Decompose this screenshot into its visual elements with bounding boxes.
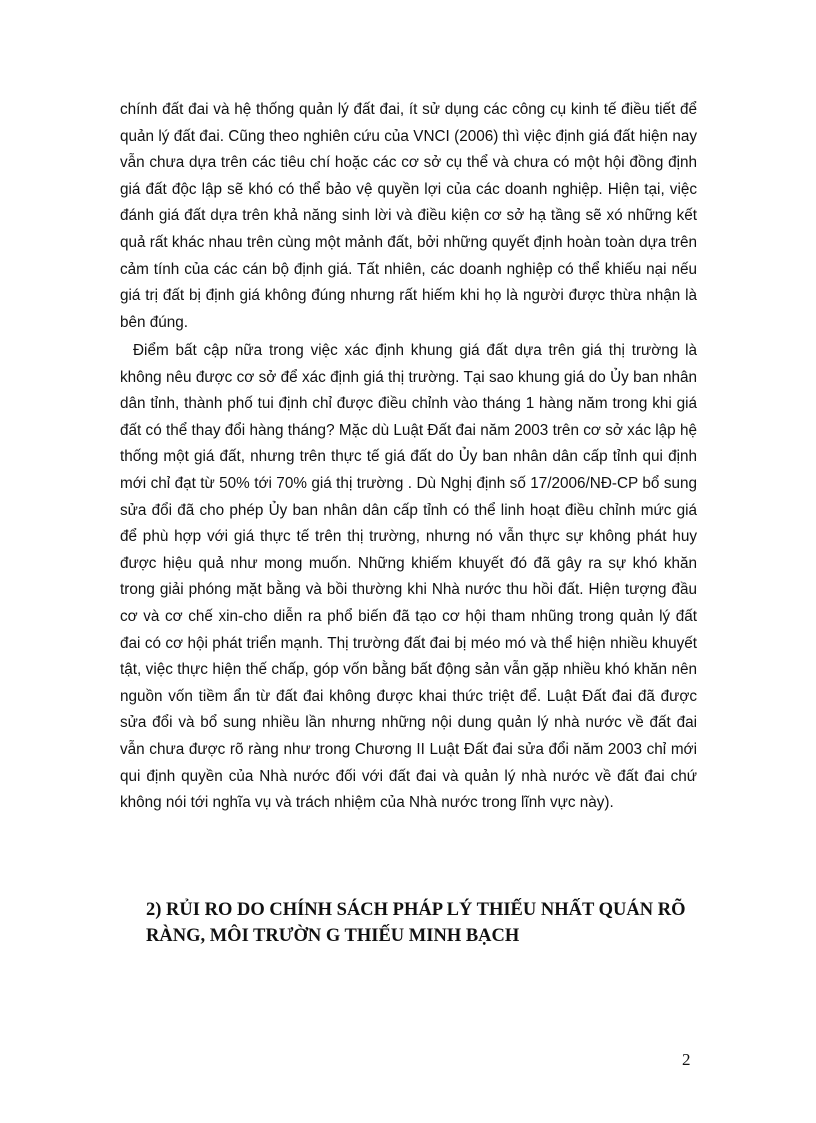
body-paragraph-2: Điểm bất cập nữa trong việc xác định khung giá đất dựa trên giá thị trường là không nêu được cơ sở để xác định giá thị trường. Tại sao khung giá do Ủy ban nhân dân tỉnh, thành phố tui định chỉ được điều chỉnh vào tháng 1 hàng năm trong khi giá đất có thể thay đổi hàng tháng? Mặc dù Luật Đất đai năm 2003 trên cơ sở xác lập hệ thống một giá đất, nhưng trên thực tế giá đất do Ủy ban nhân dân cấp tỉnh qui định mới chỉ đạt từ 50% tới 70% giá thị trường . Dù Nghị định số 17/2006/NĐ-CP bổ sung sửa đổi đã cho phép Ủy ban nhân dân cấp tỉnh có thể linh hoạt điều chỉnh mức giá để phù hợp với giá thực tế trên thị trường, nhưng nó vẫn thực sự không phát huy được hiệu quả như mong muốn. Những khiếm khuyết đó đã gây ra sự khó khăn trong giải phóng mặt bằng và bồi thường khi Nhà nước thu hồi đất. Hiện tượng đầu cơ và cơ chế xin-cho diễn ra phổ biến đã tạo cơ hội tham nhũng trong quản lý đất đai có cơ hội phát triển mạnh. Thị trường đất đai bị méo mó và thể hiện nhiều khuyết tật, việc thực hiện thế chấp, góp vốn bằng bất động sản vẫn gặp nhiều khó khăn nên nguồn vốn tiềm ẩn từ đất đai không được khai thức triệt để. Luật Đất đai đã được sửa đổi và bổ sung nhiều lần nhưng những nội dung quản lý nhà nước về đất đai vẫn chưa được rõ ràng như trong Chương II Luật Đất đai sửa đổi năm 2003 chỉ mới qui định quyền của Nhà nước đối với đất đai và quản lý nhà nước về đất đai chứ không nói tới nghĩa vụ và trách nhiệm của Nhà nước trong lĩnh vực này). (120, 342, 697, 812)
body-paragraph-1: chính đất đai và hệ thống quản lý đất đai, ít sử dụng các công cụ kinh tế điều tiết để quản lý đất đai. Cũng theo nghiên cứu của VNCI (2006) thì việc định giá đất hiện nay vẫn chưa dựa trên các tiêu chí hoặc các cơ sở cụ thể và chưa có một hội đồng định giá đất độc lập sẽ khó có thể bảo vệ quyền lợi của các doanh nghiệp. Hiện tại, việc đánh giá đất dựa trên khả năng sinh lời và điều kiện cơ sở hạ tầng sẽ xó những kết quả rất khác nhau trên cùng một mảnh đất, bởi những quyết định hoàn toàn dựa trên cảm tính của các cán bộ định giá. Tất nhiên, các doanh nghiệp có thể khiếu nại nếu giá trị đất bị định giá không đúng nhưng rất hiếm khi họ là người được thừa nhận là bên đúng. (120, 101, 697, 331)
page-number: 2 (682, 1050, 691, 1069)
section-heading: 2) RỦI RO DO CHÍNH SÁCH PHÁP LÝ THIẾU NHẤT QUÁN RÕ RÀNG, MÔI TRƯỜN G THIẾU MINH BẠCH (146, 900, 686, 946)
